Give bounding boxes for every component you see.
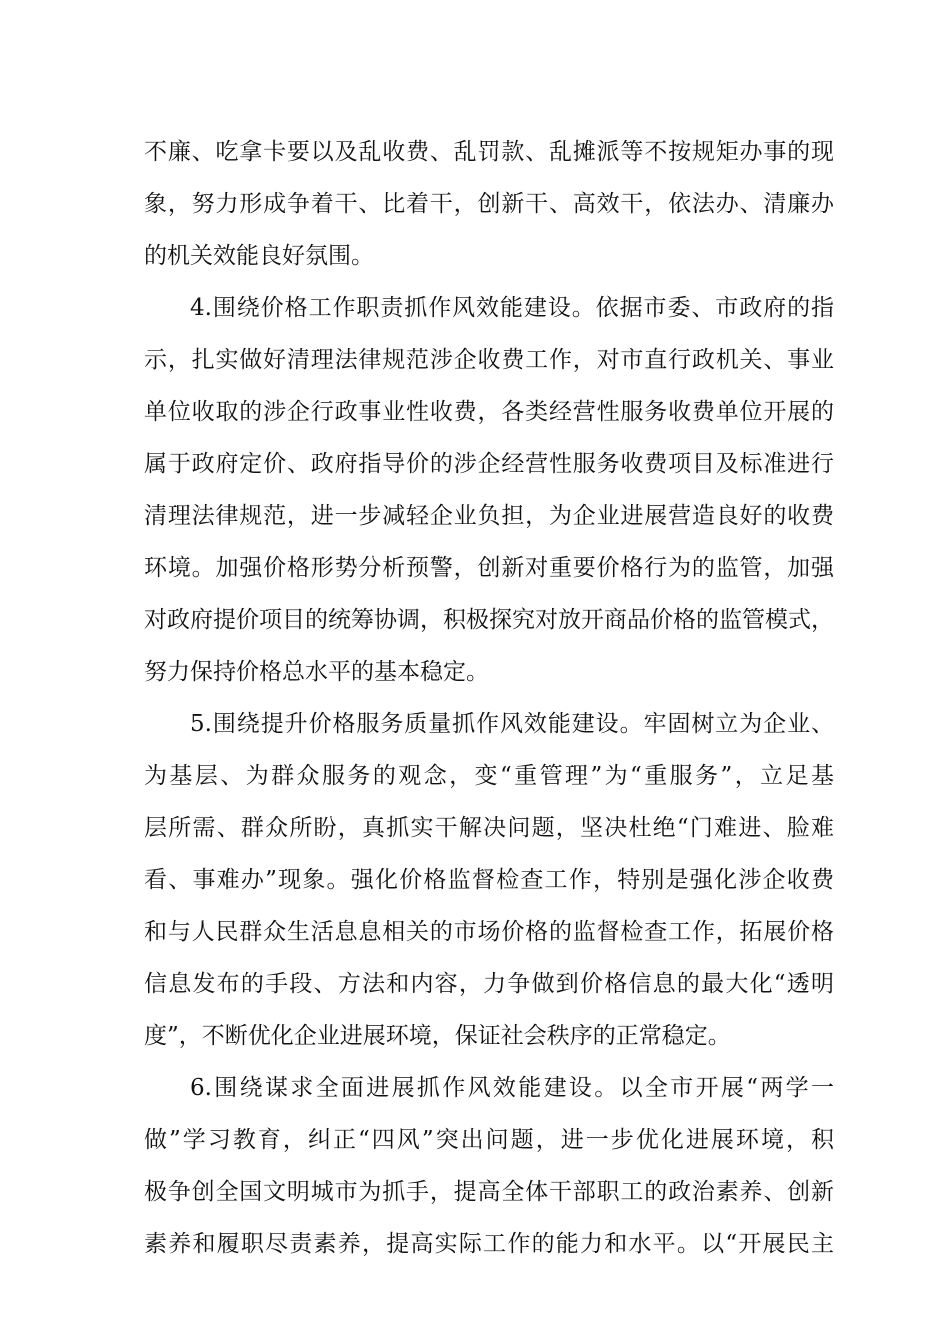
text-line: 信息发布的手段、方法和内容，力争做到价格信息的最大化“透明 — [144, 971, 834, 997]
text-line: 做”学习教育，纠正“四风”突出问题，进一步优化进展环境，积 — [144, 1127, 834, 1153]
text-line: 不廉、吃拿卡要以及乱收费、乱罚款、乱摊派等不按规矩办事的现 — [144, 139, 834, 165]
body-text — [144, 126, 834, 1270]
text-line: 5.围绕提升价格服务质量抓作风效能建设。牢固树立为企业、 — [190, 711, 834, 737]
text-line: 清理法律规范，进一步减轻企业负担，为企业进展营造良好的收费 — [144, 503, 834, 529]
text-line: 的机关效能良好氛围。 — [144, 243, 374, 269]
text-line: 6.围绕谋求全面进展抓作风效能建设。以全市开展“两学一 — [190, 1075, 834, 1101]
text-line: 象，努力形成争着干、比着干，创新干、高效干，依法办、清廉办 — [144, 191, 834, 217]
text-line: 层所需、群众所盼，真抓实干解决问题，坚决杜绝“门难进、脸难 — [144, 815, 834, 841]
text-line: 看、事难办”现象。强化价格监督检查工作，特别是强化涉企收费 — [144, 867, 834, 893]
text-line: 属于政府定价、政府指导价的涉企经营性服务收费项目及标准进行 — [144, 451, 834, 477]
text-line: 素养和履职尽责素养，提高实际工作的能力和水平。以“开展民主 — [144, 1231, 834, 1257]
text-line: 单位收取的涉企行政事业性收费，各类经营性服务收费单位开展的 — [144, 399, 834, 425]
text-line: 对政府提价项目的统筹协调，积极探究对放开商品价格的监管模式， — [144, 607, 834, 633]
text-line: 示，扎实做好清理法律规范涉企收费工作，对市直行政机关、事业 — [144, 347, 834, 373]
text-line: 度”，不断优化企业进展环境，保证社会秩序的正常稳定。 — [144, 1023, 731, 1049]
text-line: 环境。加强价格形势分析预警，创新对重要价格行为的监管，加强 — [144, 555, 834, 581]
text-line: 为基层、为群众服务的观念，变“重管理”为“重服务”，立足基 — [144, 763, 834, 789]
text-line: 4.围绕价格工作职责抓作风效能建设。依据市委、市政府的指 — [190, 295, 834, 321]
text-line: 和与人民群众生活息息相关的市场价格的监督检查工作，拓展价格 — [144, 919, 834, 945]
text-line: 努力保持价格总水平的基本稳定。 — [144, 659, 489, 685]
text-line: 极争创全国文明城市为抓手，提高全体干部职工的政治素养、创新 — [144, 1179, 834, 1205]
